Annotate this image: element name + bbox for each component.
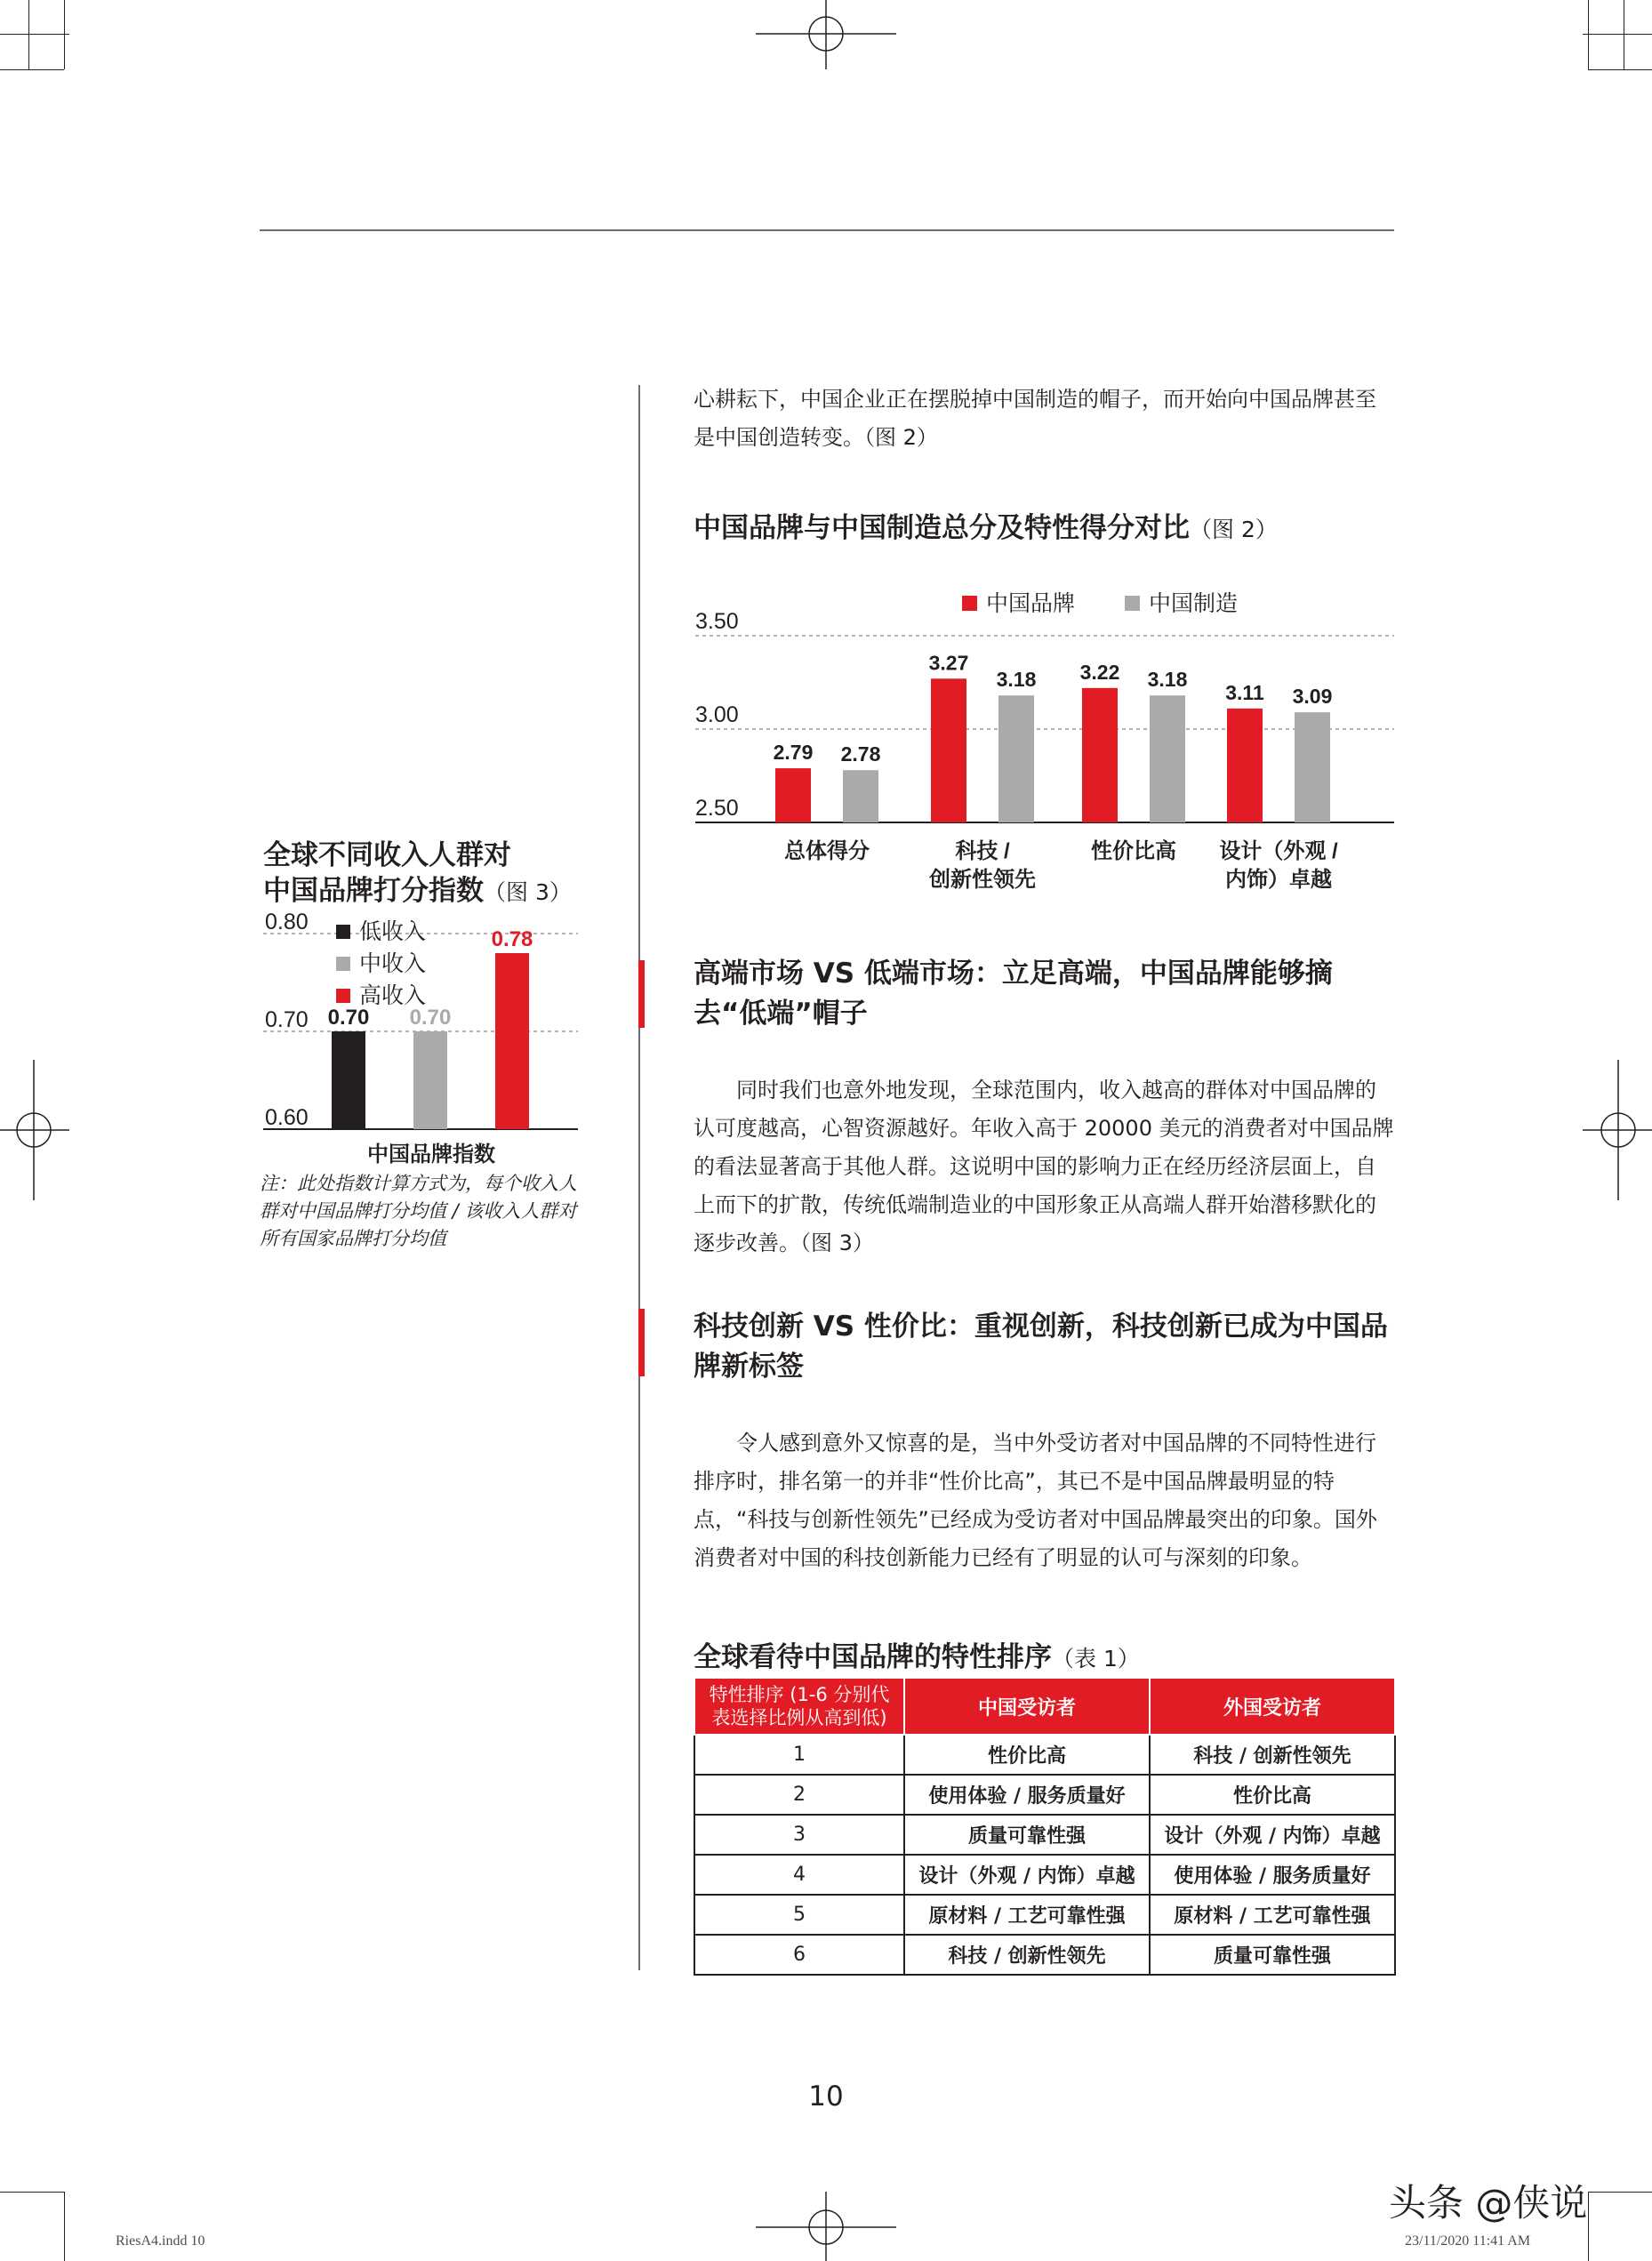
legend-swatch (336, 957, 350, 971)
bar-value-label: 0.70 (327, 1006, 370, 1030)
section1-body: 同时我们也意外地发现，全球范围内，收入越高的群体对中国品牌的认可度越高，心智资源越好。年收入高于 20000 美元的消费者对中国品牌的看法显著高于其他人群。这说明中国的影响力正在经历经济层面上，自上而下的扩散，传统低端制造业的中国形象正从高端人群开始潜移默化的逐步改善。（图 3） (694, 1078, 1394, 1255)
bar-value-label: 3.18 (996, 668, 1037, 692)
rank-cell: 4 (694, 1855, 904, 1895)
category-label: 总体得分 (784, 839, 870, 863)
fig2-ref: （图 2） (1190, 517, 1278, 542)
fig2-title-text: 中国品牌与中国制造总分及特性得分对比 (694, 512, 1190, 544)
table1-title (694, 1634, 1140, 1674)
table-header-row (694, 1678, 1395, 1735)
section1-heading: 高端市场 VS 低端市场：立足高端，中国品牌能够摘去“低端”帽子 (694, 958, 1333, 1030)
foreign-trait-cell: 科技 / 创新性领先 (1150, 1735, 1395, 1775)
table-row (694, 1815, 1395, 1855)
bar-value-label: 2.78 (840, 742, 881, 766)
domestic-trait-cell: 设计（外观 / 内饰）卓越 (904, 1855, 1150, 1895)
foreign-trait-cell: 性价比高 (1150, 1775, 1395, 1815)
bar-manufacturing (998, 695, 1034, 822)
foreign-trait-cell: 质量可靠性强 (1150, 1935, 1395, 1975)
bar-brand (775, 768, 811, 822)
bar-value-label: 3.18 (1147, 668, 1188, 692)
section2-heading: 科技创新 VS 性价比：重视创新，科技创新已成为中国品牌新标签 (694, 1311, 1388, 1383)
table-row (694, 1855, 1395, 1895)
header-rule (260, 229, 1394, 231)
rank-cell: 2 (694, 1775, 904, 1815)
domestic-trait-cell: 性价比高 (904, 1735, 1150, 1775)
watermark: 头条 @侠说 (1389, 2181, 1588, 2225)
category-label: 性价比高 (1091, 839, 1176, 863)
legend-swatch (336, 989, 350, 1003)
legend-swatch (336, 925, 350, 939)
table-row (694, 1895, 1395, 1935)
page-number: 10 (808, 2081, 844, 2113)
bar-brand (931, 678, 966, 822)
rank-cell: 6 (694, 1935, 904, 1975)
category-label: 科技 / (955, 839, 1010, 863)
fig3-title (263, 838, 619, 910)
registration-mark-left (0, 1060, 69, 1200)
y-tick-label: 0.80 (265, 910, 309, 934)
legend-label: 中收入 (359, 951, 427, 976)
legend-label: 低收入 (359, 919, 427, 944)
bar-value-label: 0.78 (491, 927, 533, 951)
rank-cell: 3 (694, 1815, 904, 1855)
fig3-title-line2: 中国品牌打分指数 (263, 875, 484, 907)
table-row (694, 1775, 1395, 1815)
table-row (694, 1735, 1395, 1775)
registration-mark-top (756, 0, 896, 69)
fig3-bar-chart (258, 909, 596, 1172)
income-bar (495, 953, 529, 1129)
table-header-domestic: 中国受访者 (904, 1678, 1150, 1735)
fig2-title (694, 505, 1278, 545)
bar-value-label: 0.70 (409, 1006, 452, 1030)
income-bar (332, 1031, 365, 1129)
y-tick-label: 0.60 (265, 1105, 309, 1130)
traits-ranking-table (694, 1677, 1396, 1976)
foreign-trait-cell: 使用体验 / 服务质量好 (1150, 1855, 1395, 1895)
category-label: 创新性领先 (929, 868, 1036, 892)
table-header-rank: 特性排序 (1-6 分别代表选择比例从高到低) (694, 1678, 904, 1735)
slug-right: 23/11/2020 11:41 AM (1405, 2233, 1531, 2249)
foreign-trait-cell: 原材料 / 工艺可靠性强 (1150, 1895, 1395, 1935)
column-separator (638, 385, 640, 1970)
y-tick-label: 3.50 (695, 609, 739, 634)
bar-value-label: 2.79 (773, 741, 814, 765)
table-row (694, 1935, 1395, 1975)
registration-mark-bottom (756, 2192, 896, 2261)
domestic-trait-cell: 质量可靠性强 (904, 1815, 1150, 1855)
section1-accent-bar (638, 960, 645, 1028)
legend-label: 高收入 (359, 983, 427, 1008)
domestic-trait-cell: 科技 / 创新性领先 (904, 1935, 1150, 1975)
bar-value-label: 3.11 (1225, 680, 1264, 704)
foreign-trait-cell: 设计（外观 / 内饰）卓越 (1150, 1815, 1395, 1855)
income-bar (413, 1031, 447, 1129)
fig3-title-line1: 全球不同收入人群对 (263, 839, 511, 871)
fig2-bar-chart (685, 578, 1405, 898)
legend-swatch (962, 596, 977, 611)
bar-manufacturing (1150, 695, 1185, 822)
section2-accent-bar (638, 1309, 645, 1376)
section2-paragraph (694, 1424, 1396, 1577)
bar-manufacturing (1295, 712, 1330, 822)
registration-mark-right (1583, 1060, 1652, 1200)
table1-title-text: 全球看待中国品牌的特性排序 (694, 1641, 1052, 1673)
rank-cell: 1 (694, 1735, 904, 1775)
bar-value-label: 3.09 (1292, 685, 1333, 709)
category-label: 内饰）卓越 (1225, 868, 1332, 892)
legend-swatch (1125, 596, 1140, 611)
rank-cell: 5 (694, 1895, 904, 1935)
table1-ref: （表 1） (1052, 1646, 1140, 1672)
y-tick-label: 3.00 (695, 702, 739, 727)
y-tick-label: 2.50 (695, 796, 739, 821)
category-label: 设计（外观 / (1219, 839, 1338, 863)
table-header-foreign: 外国受访者 (1150, 1678, 1395, 1735)
legend-label: 中国制造 (1149, 591, 1239, 616)
slug-left: RiesA4.indd 10 (116, 2233, 205, 2249)
bar-manufacturing (843, 770, 878, 822)
legend-label: 中国品牌 (986, 591, 1076, 616)
y-tick-label: 0.70 (265, 1007, 309, 1032)
bar-brand (1227, 709, 1263, 822)
bar-brand (1082, 688, 1118, 822)
domestic-trait-cell: 原材料 / 工艺可靠性强 (904, 1895, 1150, 1935)
section2-body: 令人感到意外又惊喜的是，当中外受访者对中国品牌的不同特性进行排序时，排名第一的并非“性价比高”，其已不是中国品牌最明显的特点，“科技与创新性领先”已经成为受访者对中国品牌最突出的印象。国外消费者对中国的科技创新能力已经有了明显的认可与深刻的印象。 (694, 1431, 1377, 1570)
intro-paragraph (694, 381, 1396, 457)
bar-value-label: 3.27 (928, 651, 969, 675)
bar-value-label: 3.22 (1079, 660, 1120, 684)
x-axis-label: 中国品牌指数 (367, 1143, 495, 1167)
fig3-note: 注：此处指数计算方式为，每个收入人群对中国品牌打分均值 / 该收入人群对所有国家品牌打分均值 (260, 1173, 577, 1249)
intro-text: 心耕耘下，中国企业正在摆脱掉中国制造的帽子，而开始向中国品牌甚至是中国创造转变。（图 2） (694, 387, 1376, 450)
domestic-trait-cell: 使用体验 / 服务质量好 (904, 1775, 1150, 1815)
section1-paragraph (694, 1071, 1396, 1263)
fig3-ref: （图 3） (484, 879, 572, 905)
